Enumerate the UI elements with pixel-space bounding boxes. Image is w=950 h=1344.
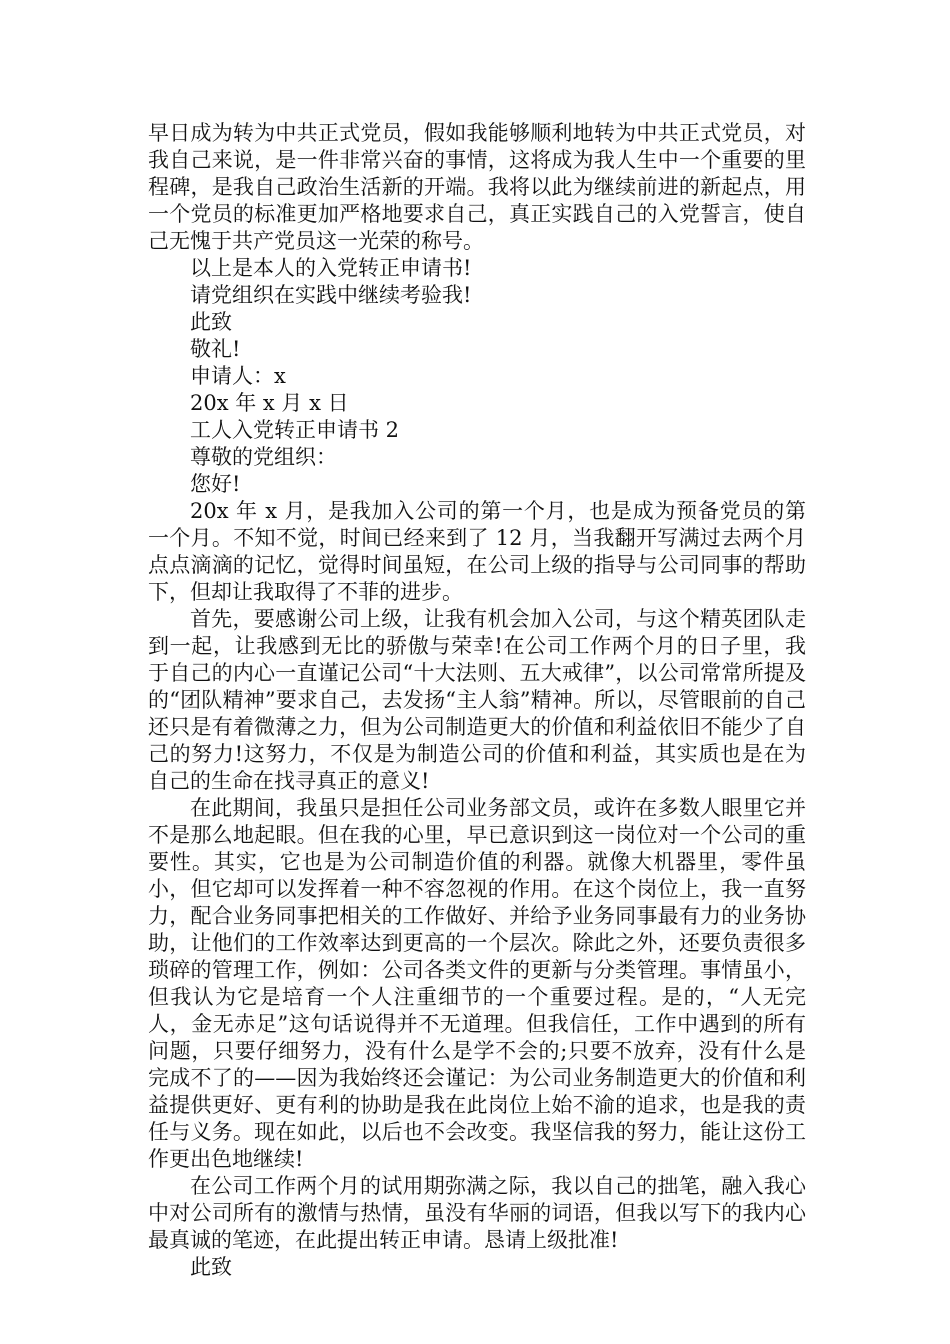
paragraph: 早日成为转为中共正式党员，假如我能够顺利地转为中共正式党员，对我自己来说，是一件非常兴奋的事情，这将成为我人生中一个重要的里程碑，是我自己政治生活新的开端。我将以此为继续前进的新起点，用一个党员的标准更加严格地要求自己，真正实践自己的入党誓言，使自己无愧于共产党员这一光荣的称号。 bbox=[148, 121, 806, 253]
date-line: 20x 年 x 月 x 日 bbox=[190, 391, 349, 415]
greeting-line: 您好! bbox=[190, 472, 241, 496]
closing-line: 以上是本人的入党转正申请书! bbox=[190, 256, 472, 280]
greeting-line: 尊敬的党组织： bbox=[190, 445, 337, 469]
paragraph: 20x 年 x 月，是我加入公司的第一个月，也是成为预备党员的第一个月。不知不觉，时间已经来到了 12 月，当我翻开写满过去两个月点点滴滴的记忆，觉得时间虽短，在公司上级的指导与公司同事的帮助下，但却让我取得了不菲的进步。 bbox=[148, 499, 806, 604]
salutation-line: 此致 bbox=[190, 1255, 232, 1279]
salutation-line: 此致 bbox=[190, 310, 232, 334]
paragraph: 在此期间，我虽只是担任公司业务部文员，或许在多数人眼里它并不是那么地起眼。但在我的心里，早已意识到这一岗位对一个公司的重要性。其实，它也是为公司制造价值的利器。就像大机器里，零件虽小，但它却可以发挥着一种不容忽视的作用。在这个岗位上，我一直努力，配合业务同事把相关的工作做好、并给予业务同事最有力的业务协助，让他们的工作效率达到更高的一个层次。除此之外，还要负责很多琐碎的管理工作，例如：公司各类文件的更新与分类管理。事情虽小，但我认为它是培育一个人注重细节的一个重要过程。是的，“人无完人，金无赤足”这句话说得并不无道理。但我信任，工作中遇到的所有问题，只要仔细努力，没有什么是学不会的;只要不放弃，没有什么是完成不了的——因为我始终还会谨记：为公司业务制造更大的价值和利益提供更好、更有利的协助是我在此岗位上始不渝的追求，也是我的责任与义务。现在如此，以后也不会改变。我坚信我的努力，能让这份工作更出色地继续! bbox=[148, 796, 806, 1171]
salutation-line: 敬礼! bbox=[190, 337, 241, 361]
paragraph: 首先，要感谢公司上级，让我有机会加入公司，与这个精英团队走到一起，让我感到无比的骄傲与荣幸!在公司工作两个月的日子里，我于自己的内心一直谨记公司“十大法则、五大戒律”，以公司常常所提及的“团队精神”要求自己，去发扬“主人翁”精神。所以，尽管眼前的自己还只是有着微薄之力，但为公司制造更大的价值和利益依旧不能少了自己的努力!这努力，不仅是为制造公司的价值和利益，其实质也是在为自己的生命在找寻真正的意义! bbox=[148, 607, 806, 793]
closing-line: 请党组织在实践中继续考验我! bbox=[190, 283, 472, 307]
paragraph: 在公司工作两个月的试用期弥满之际，我以自己的拙笔，融入我心中对公司所有的激情与热情，虽没有华丽的词语，但我以写下的我内心最真诚的笔迹，在此提出转正申请。恳请上级批准! bbox=[148, 1174, 806, 1252]
document-body bbox=[148, 120, 806, 1281]
section-title: 工人入党转正申请书 2 bbox=[190, 418, 400, 442]
applicant-line: 申请人：x bbox=[190, 364, 286, 388]
